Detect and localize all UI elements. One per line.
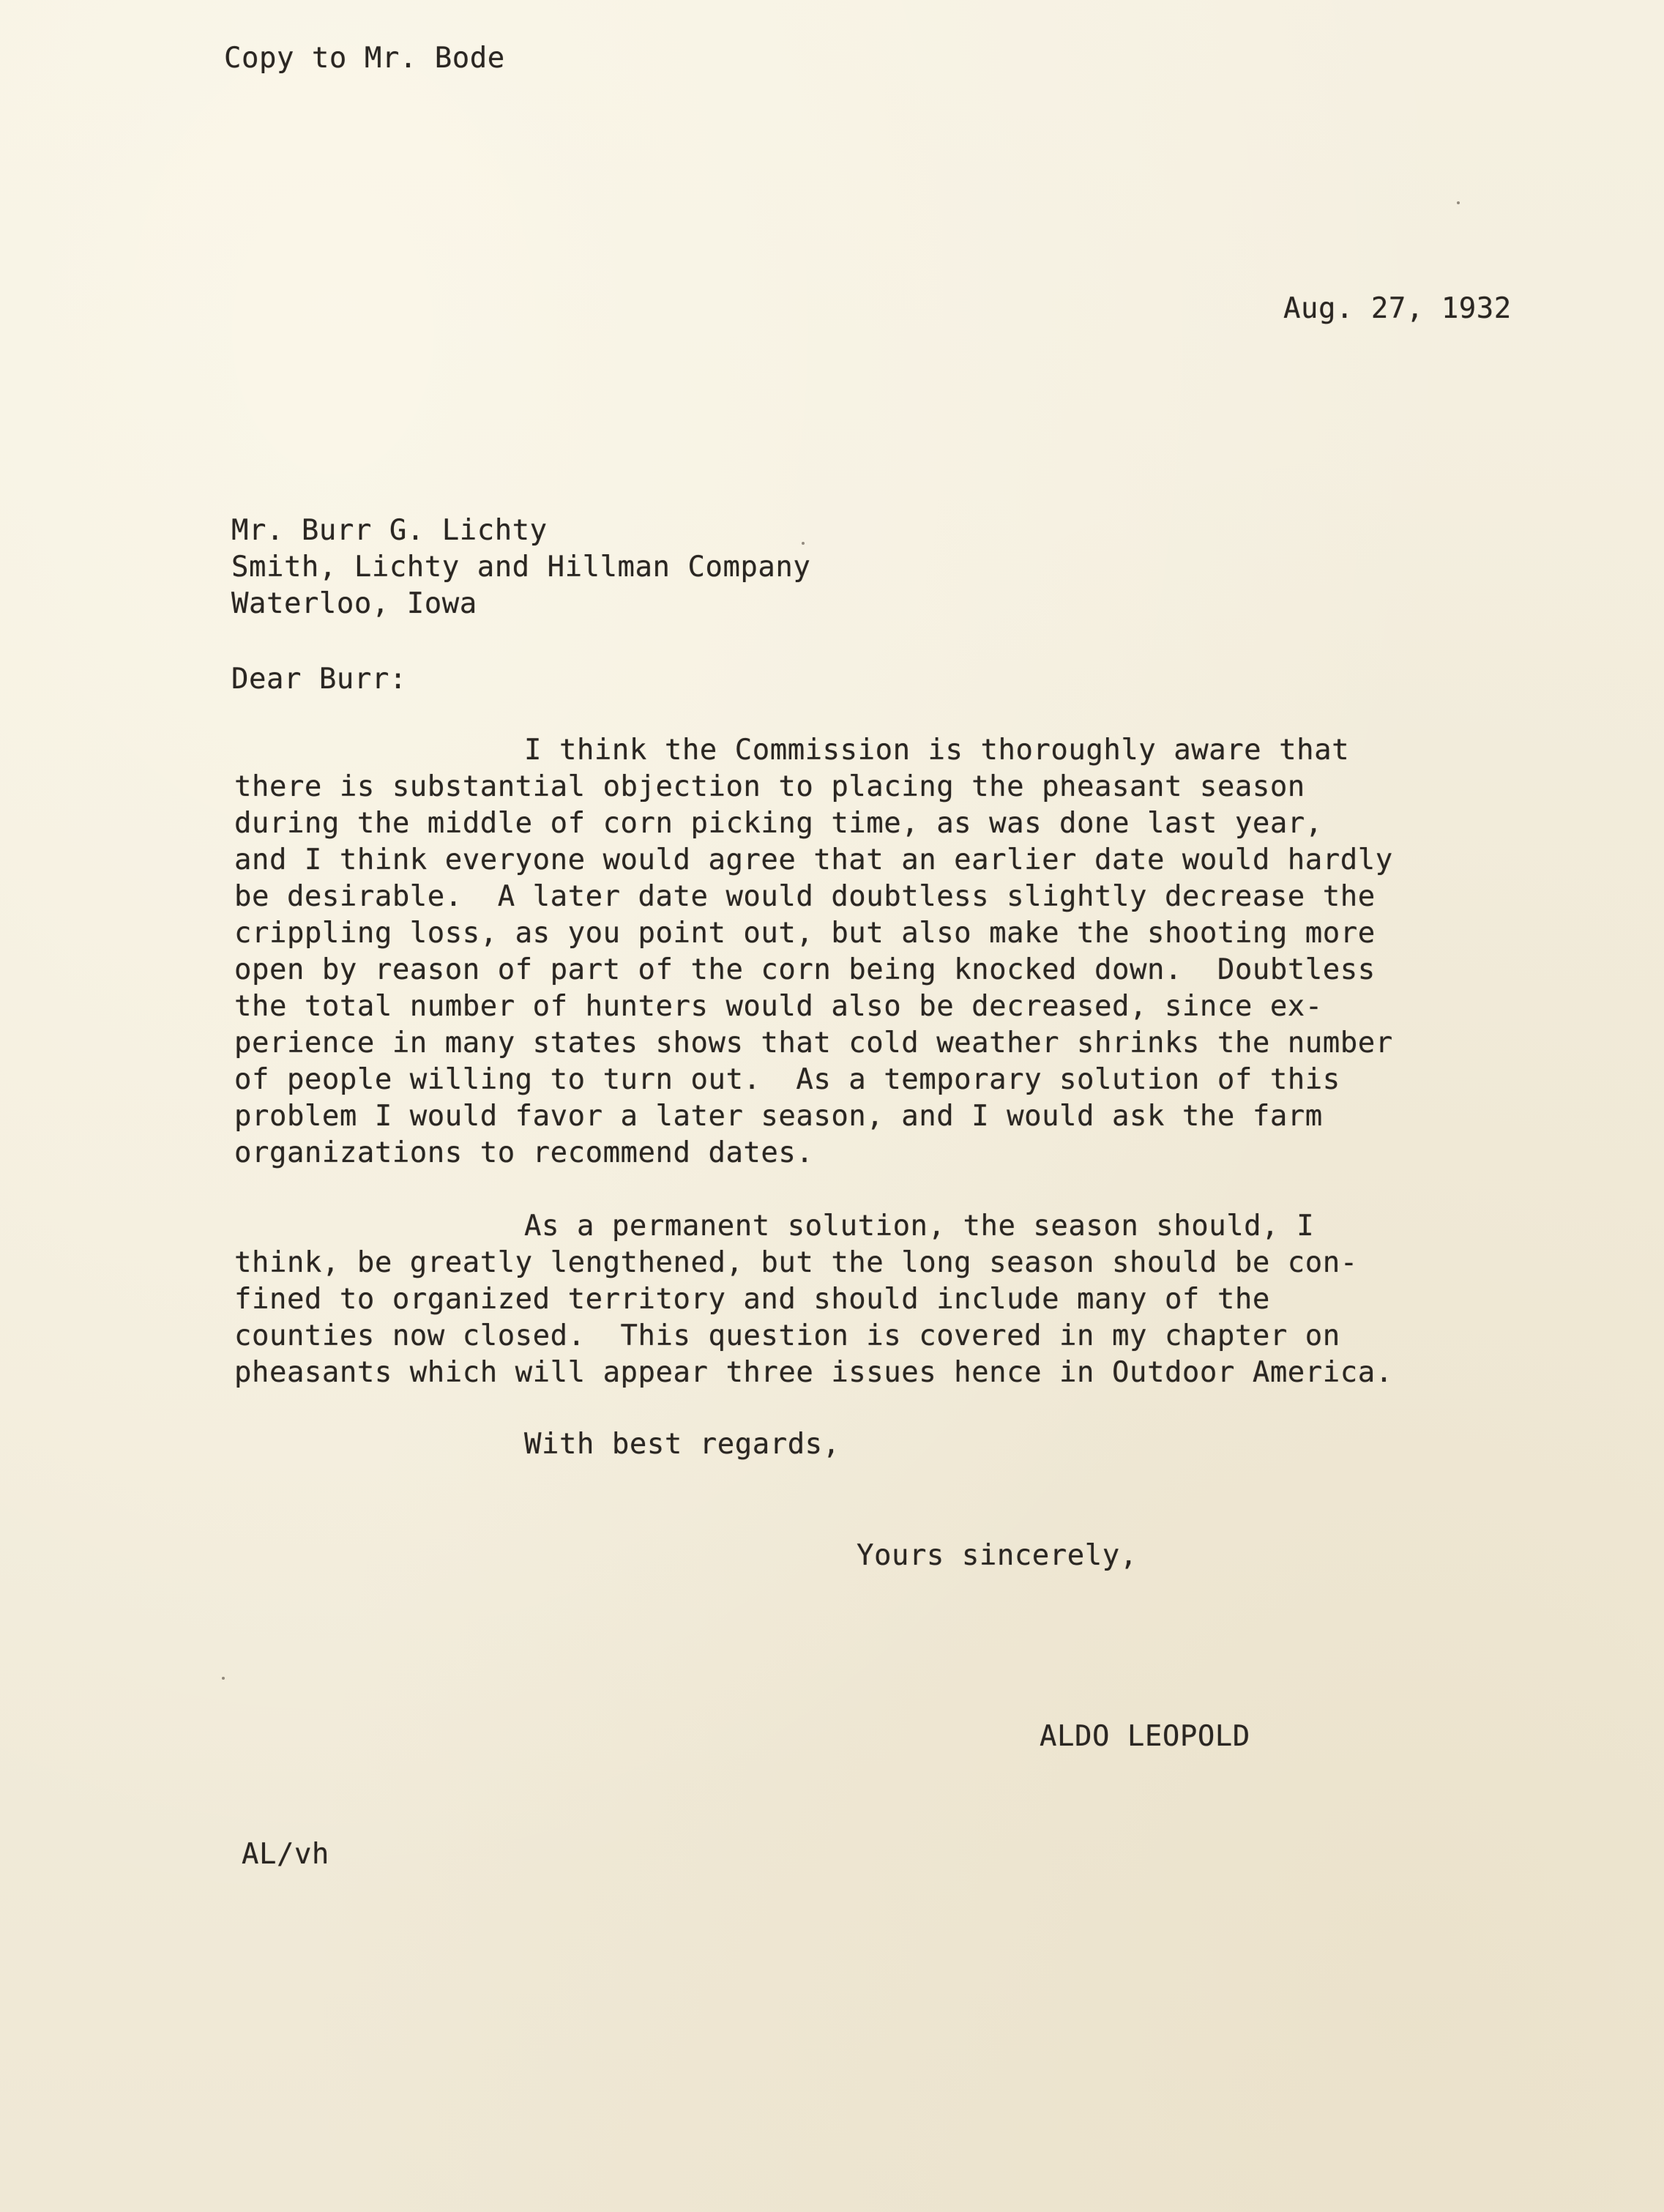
letter-date: Aug. 27, 1932 [1283, 292, 1512, 325]
typist-initials: AL/vh [242, 1838, 329, 1871]
paragraph-line: As a permanent solution, the season should, I [524, 1210, 1315, 1243]
paragraph-line: there is substantial objection to placing the pheasant season [234, 770, 1305, 803]
paragraph-line: open by reason of part of the corn being knocked down. Doubtless [234, 953, 1376, 986]
paragraph-line: think, be greatly lengthened, but the long season should be con- [234, 1246, 1358, 1279]
salutation: Dear Burr: [231, 663, 407, 696]
paragraph-line: the total number of hunters would also be decreased, since ex- [234, 990, 1323, 1023]
recipient-city: Waterloo, Iowa [231, 587, 477, 620]
paragraph-line: perience in many states shows that cold weather shrinks the number [234, 1027, 1393, 1060]
paper-spot [222, 1677, 225, 1680]
paragraph-line: I think the Commission is thoroughly aware that [524, 734, 1350, 767]
recipient-company: Smith, Lichty and Hillman Company [231, 551, 811, 584]
paragraph-line: be desirable. A later date would doubtless slightly decrease the [234, 880, 1376, 913]
paragraph-line: counties now closed. This question is covered in my chapter on [234, 1319, 1340, 1352]
paragraph-line: problem I would favor a later season, and I would ask the farm [234, 1100, 1323, 1133]
paragraph-line: during the middle of corn picking time, as was done last year, [234, 807, 1323, 840]
paragraph-line: crippling loss, as you point out, but also make the shooting more [234, 917, 1376, 950]
paragraph-line: organizations to recommend dates. [234, 1136, 814, 1169]
recipient-name: Mr. Burr G. Lichty [231, 514, 548, 547]
closing: Yours sincerely, [857, 1539, 1138, 1572]
regards: With best regards, [524, 1428, 840, 1461]
paragraph-line: and I think everyone would agree that an earlier date would hardly [234, 844, 1393, 876]
signature: ALDO LEOPOLD [1040, 1720, 1250, 1753]
paper-spot [1457, 201, 1460, 204]
paper-spot [802, 542, 805, 545]
paragraph-line: of people willing to turn out. As a temporary solution of this [234, 1063, 1340, 1096]
paragraph-line: fined to organized territory and should include many of the [234, 1283, 1270, 1316]
paragraph-line: pheasants which will appear three issues hence in Outdoor America. [234, 1356, 1393, 1389]
copy-note: Copy to Mr. Bode [224, 42, 505, 75]
